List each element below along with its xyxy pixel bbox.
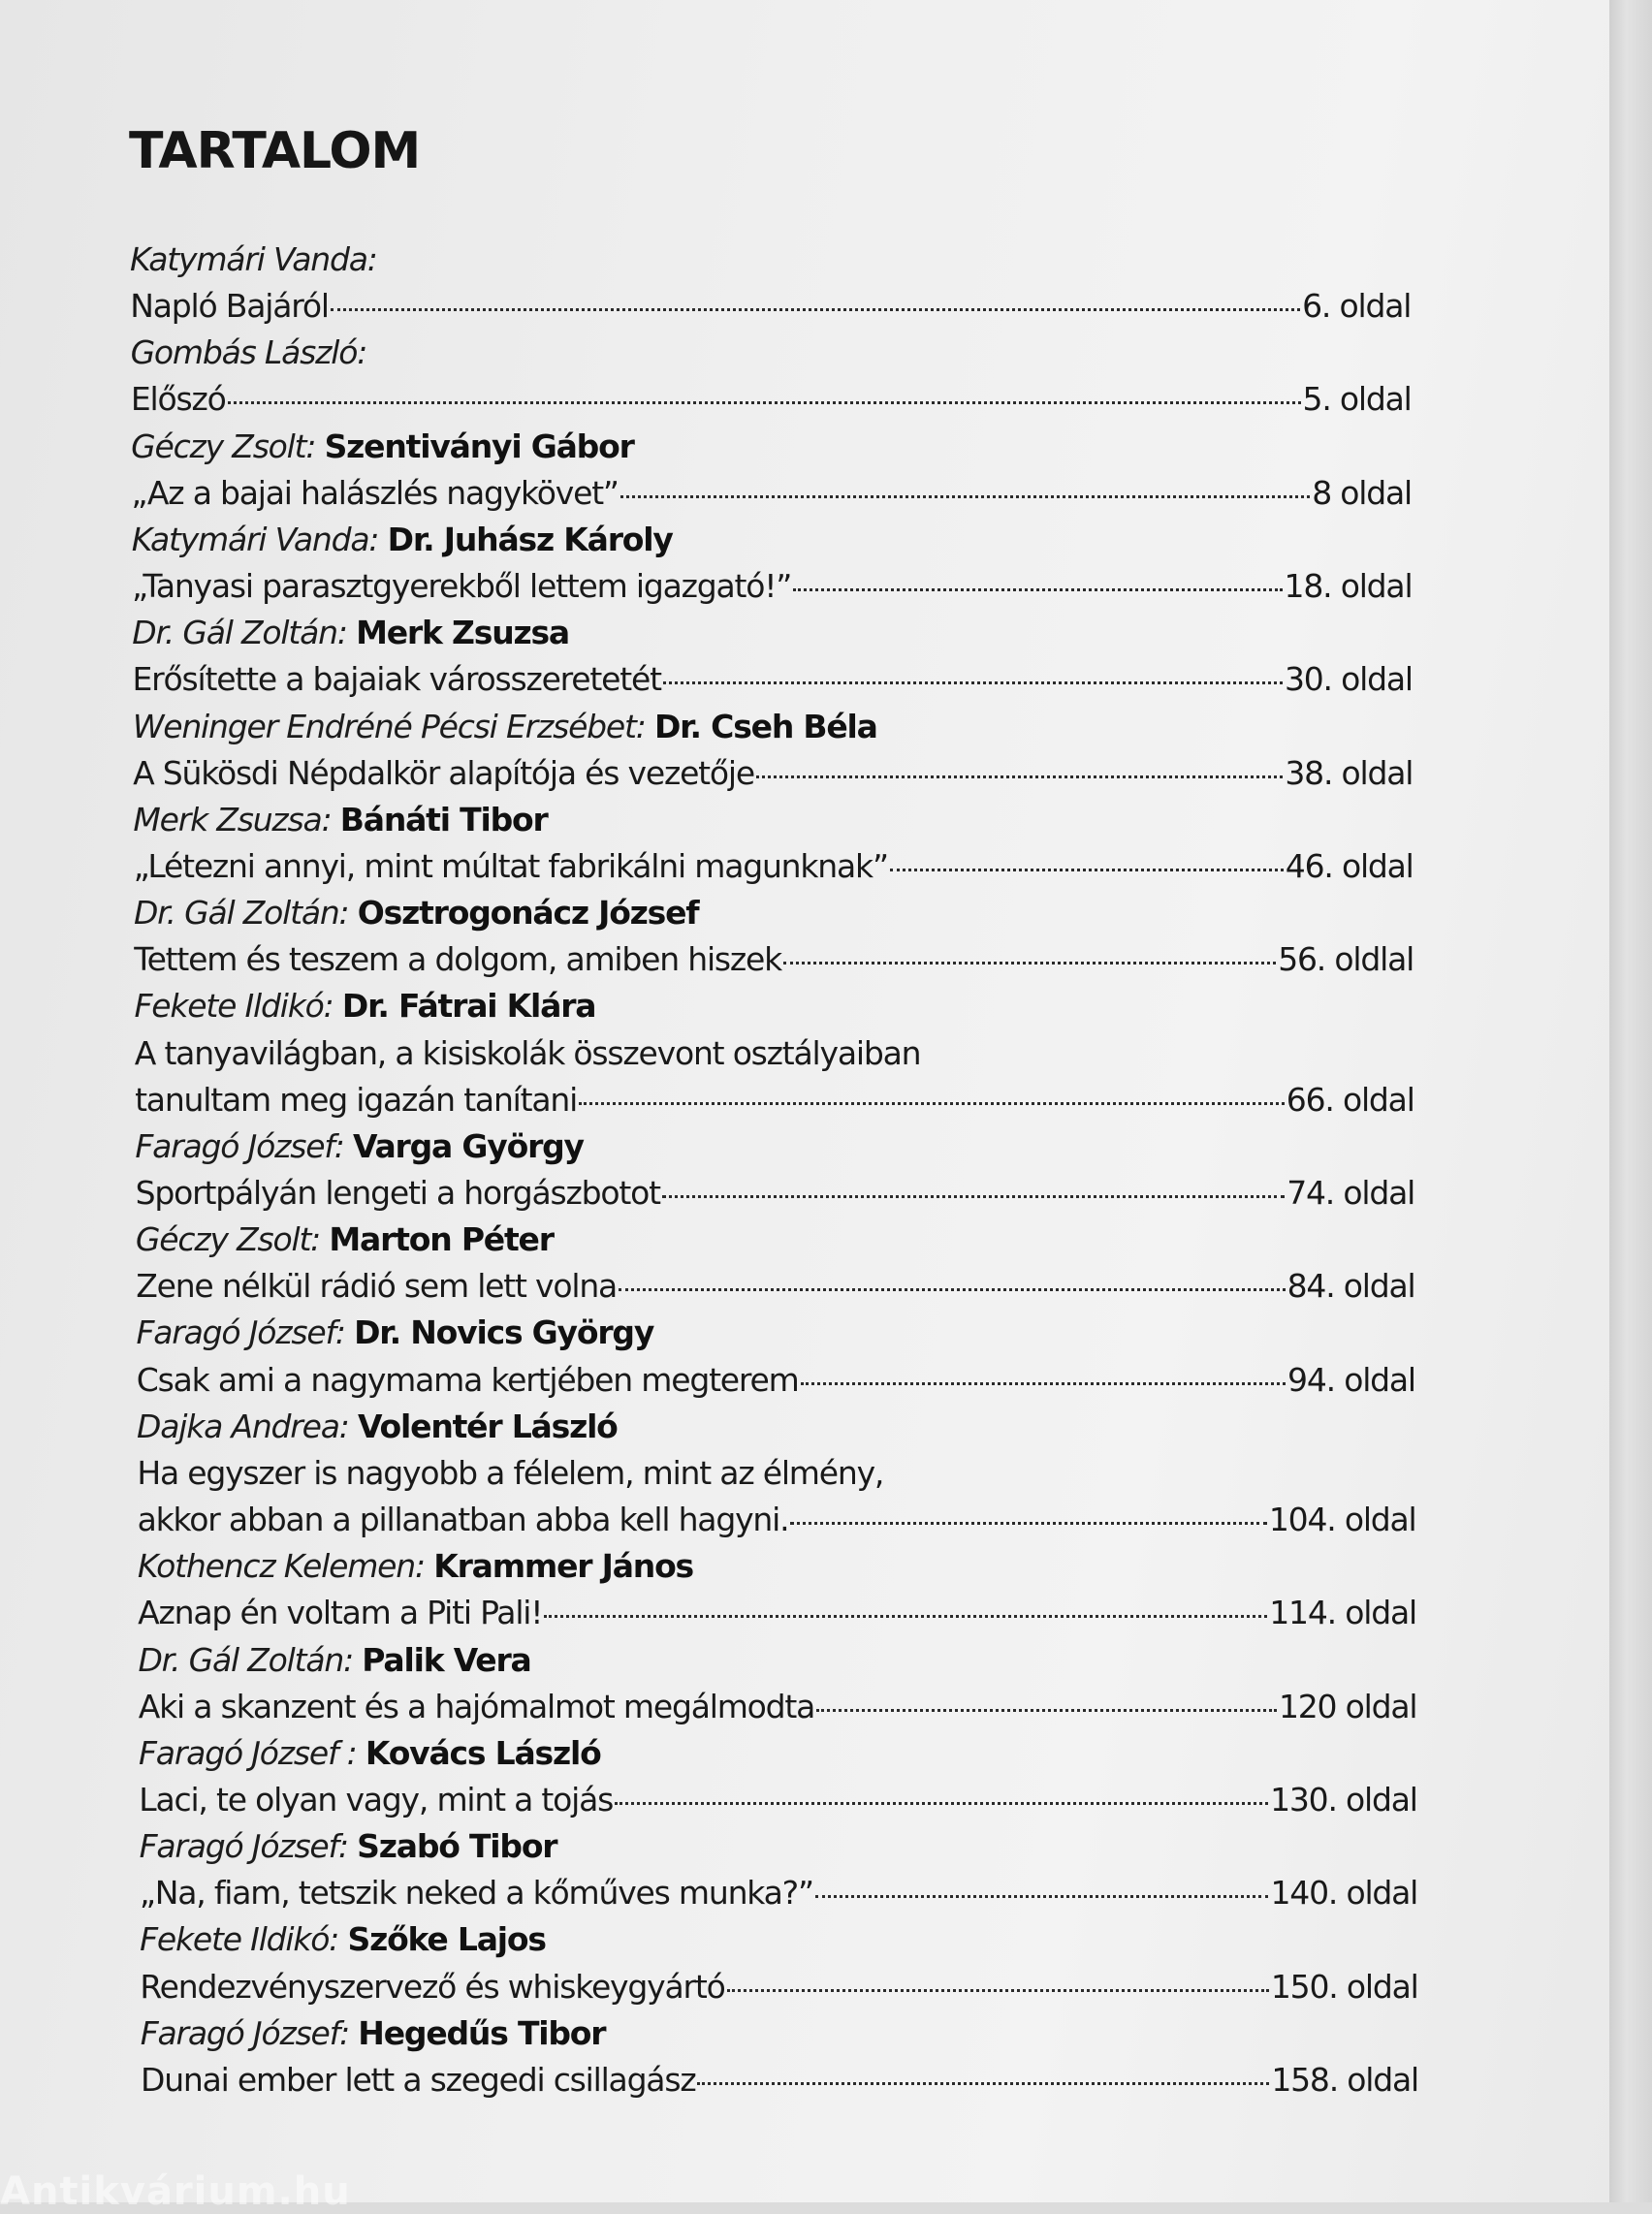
dot-leader [756,775,1283,778]
toc-title-line [138,1591,1416,1635]
toc-author-line [135,984,1414,1028]
toc-title: „Tanyasi parasztgyerekből lettem igazgató!” [131,567,792,606]
toc-author: Dajka Andrea: [137,1407,349,1445]
toc-subject: Osztrogonácz József [357,894,699,933]
toc-page-number: 140. oldal [1270,1874,1418,1913]
toc-subject: Volentér László [358,1407,618,1445]
toc-author: Merk Zsuzsa: [133,800,332,838]
toc-author-line [141,2011,1418,2056]
toc-title-line [134,937,1414,982]
watermark: Antikvárium.hu [0,2169,351,2214]
toc-subject: Bánáti Tibor [339,800,548,838]
toc-page-number: 8 oldal [1312,473,1413,512]
toc-subject: Dr. Juhász Károly [387,520,673,558]
toc-author: Katymári Vanda: [130,240,377,278]
toc-title-line [139,1685,1417,1729]
toc-subject: Varga György [352,1126,584,1165]
toc-title-line [134,844,1414,889]
dot-leader [727,1989,1269,1992]
toc-author-line [131,331,1412,375]
toc-title-line [135,1031,1414,1076]
toc-title: Ha egyszer is nagyobb a félelem, mint az élmény, [137,1453,884,1492]
toc-author-line [137,1405,1415,1449]
toc-author-line [136,1218,1414,1262]
dot-leader [620,495,1310,498]
toc-page-number: 46. oldal [1285,846,1414,885]
toc-title-line [137,1358,1415,1403]
toc-title: A tanyavilágban, a kisiskolák összevont osztályaiban [134,1033,921,1072]
toc-page-number: 94. oldal [1287,1360,1415,1399]
toc-title-line [140,1871,1417,1915]
toc-title-line [138,1498,1416,1542]
toc-author: Katymári Vanda: [131,520,379,558]
toc-author-line [135,1124,1414,1169]
toc-title-line [137,1451,1415,1496]
dot-leader [801,1382,1286,1385]
toc-author-line [131,425,1412,469]
toc-subject: Palik Vera [362,1640,531,1679]
dot-leader [663,681,1283,684]
toc-title: „Az a bajai halászlés nagykövet” [131,473,619,512]
toc-subject: Dr. Cseh Béla [653,707,877,745]
dot-leader [790,1522,1266,1525]
toc-author-line [133,705,1413,749]
toc-subject: Szabó Tibor [357,1827,557,1866]
dot-leader [815,1895,1269,1898]
dot-leader [793,588,1282,591]
dot-leader [544,1615,1267,1618]
page-title: TARTALOM [129,122,421,180]
toc-author-line [136,1311,1414,1355]
toc-page-number: 120 oldal [1278,1687,1417,1725]
toc-author: Kothencz Kelemen: [137,1547,425,1586]
toc-title-line [136,1264,1414,1309]
toc-author: Géczy Zsolt: [131,427,316,465]
toc-author: Faragó József : [139,1733,357,1772]
toc-author-line [132,611,1412,655]
dot-leader [697,2082,1269,2085]
dot-leader [816,1709,1277,1712]
toc-author: Fekete Ildikó: [134,987,334,1026]
toc-author: Faragó József: [140,2013,349,2052]
toc-title-line [131,377,1412,422]
dot-leader [890,869,1284,871]
toc-page-number: 104. oldal [1268,1501,1416,1539]
toc-title: Sportpályán lengeti a horgászbotot [135,1174,660,1212]
toc-author: Fekete Ildikó: [140,1920,339,1959]
toc-title: Csak ami a nagymama kertjében megterem [136,1360,799,1399]
toc-author: Dr. Gál Zoltán: [132,614,347,652]
toc-author-line [134,891,1414,935]
toc-title: Rendezvényszervező és whiskeygyártó [140,1967,725,2006]
toc-title: Dunai ember lett a szegedi csillagász [141,2060,696,2099]
toc-title: Erősítette a bajaiak városszeretetét [132,660,661,699]
toc-page-number: 84. oldal [1287,1267,1415,1306]
toc-subject: Hegedűs Tibor [358,2013,606,2052]
toc-page-number: 5. oldal [1302,380,1412,419]
toc-title: Előszó [130,380,226,419]
toc-subject: Dr. Novics György [354,1313,654,1352]
toc-title: „Létezni annyi, mint múltat fabrikálni magunknak” [133,846,888,885]
toc-title-line [141,2058,1418,2103]
toc-title: Aznap én voltam a Piti Pali! [138,1594,543,1632]
toc-page-number: 74. oldal [1287,1174,1415,1212]
toc-page-number: 6. oldal [1302,287,1412,326]
toc-title-line [131,471,1412,516]
toc-subject: Kovács László [365,1733,601,1772]
toc-page-number: 30. oldal [1284,660,1413,699]
toc-author-line [133,798,1413,842]
toc-author-line [139,1731,1417,1776]
toc-page-number: 66. oldal [1286,1080,1414,1119]
toc-title: Tettem és teszem a dolgom, amiben hiszek [134,940,782,979]
toc-page-number: 18. oldal [1284,567,1413,606]
dot-leader [783,962,1276,965]
toc-author: Faragó József: [135,1126,344,1165]
toc-title: „Na, fiam, tetszik neked a kőműves munka?” [139,1874,813,1913]
toc-subject: Marton Péter [329,1220,554,1259]
toc-subject: Szőke Lajos [347,1920,546,1959]
dot-leader [331,308,1300,311]
toc-title: Zene nélkül rádió sem lett volna [136,1267,618,1306]
toc-subject: Merk Zsuzsa [356,614,570,652]
toc-author: Dr. Gál Zoltán: [133,894,349,933]
toc-title-line [140,1965,1417,2009]
toc-author: Faragó József: [139,1827,348,1866]
dot-leader [615,1802,1268,1805]
toc-page-number: 158. oldal [1271,2060,1418,2099]
toc-author-line [130,237,1411,282]
dot-leader [662,1195,1285,1198]
toc-subject: Krammer János [433,1547,693,1586]
toc-author-line [138,1544,1416,1589]
toc-author: Géczy Zsolt: [135,1220,321,1259]
toc-subject: Dr. Fátrai Klára [341,987,596,1026]
toc-page-number: 56. oldlal [1278,940,1414,979]
toc-title: A Sükösdi Népdalkör alapítója és vezetője [133,753,754,792]
toc-page-number: 130. oldal [1270,1780,1417,1819]
toc-title-line [139,1778,1416,1822]
toc-title: Laci, te olyan vagy, mint a tojás [139,1780,614,1819]
toc-title: Aki a skanzent és a hajómalmot megálmodta [138,1687,815,1725]
toc-page-number: 114. oldal [1269,1594,1416,1632]
dot-leader [619,1288,1286,1291]
dot-leader [579,1102,1285,1105]
toc-author-line [132,518,1413,562]
toc-author: Dr. Gál Zoltán: [138,1640,353,1679]
toc-page-number: 150. oldal [1270,1967,1418,2006]
toc-author-line [138,1638,1416,1683]
toc-title-line [133,751,1413,796]
toc-title-line [136,1171,1414,1216]
toc-page-number: 38. oldal [1285,753,1414,792]
toc-title-line [130,284,1411,329]
toc-subject: Szentiványi Gábor [324,427,634,465]
toc-author-line [140,1824,1417,1869]
toc-title-line [135,1078,1414,1123]
toc-title: tanultam meg igazán tanítani [135,1080,578,1119]
dot-leader [228,401,1301,404]
toc-title: Napló Bajáról [130,287,329,326]
toc-title: akkor abban a pillanatban abba kell hagyni. [137,1501,789,1539]
toc-title-line [132,564,1412,609]
toc-author-line [140,1917,1417,1962]
toc-author: Faragó József: [136,1313,345,1352]
toc-author: Weninger Endréné Pécsi Erzsébet: [132,707,646,745]
toc-author: Gombás László: [130,333,367,372]
toc-title-line [133,657,1413,702]
